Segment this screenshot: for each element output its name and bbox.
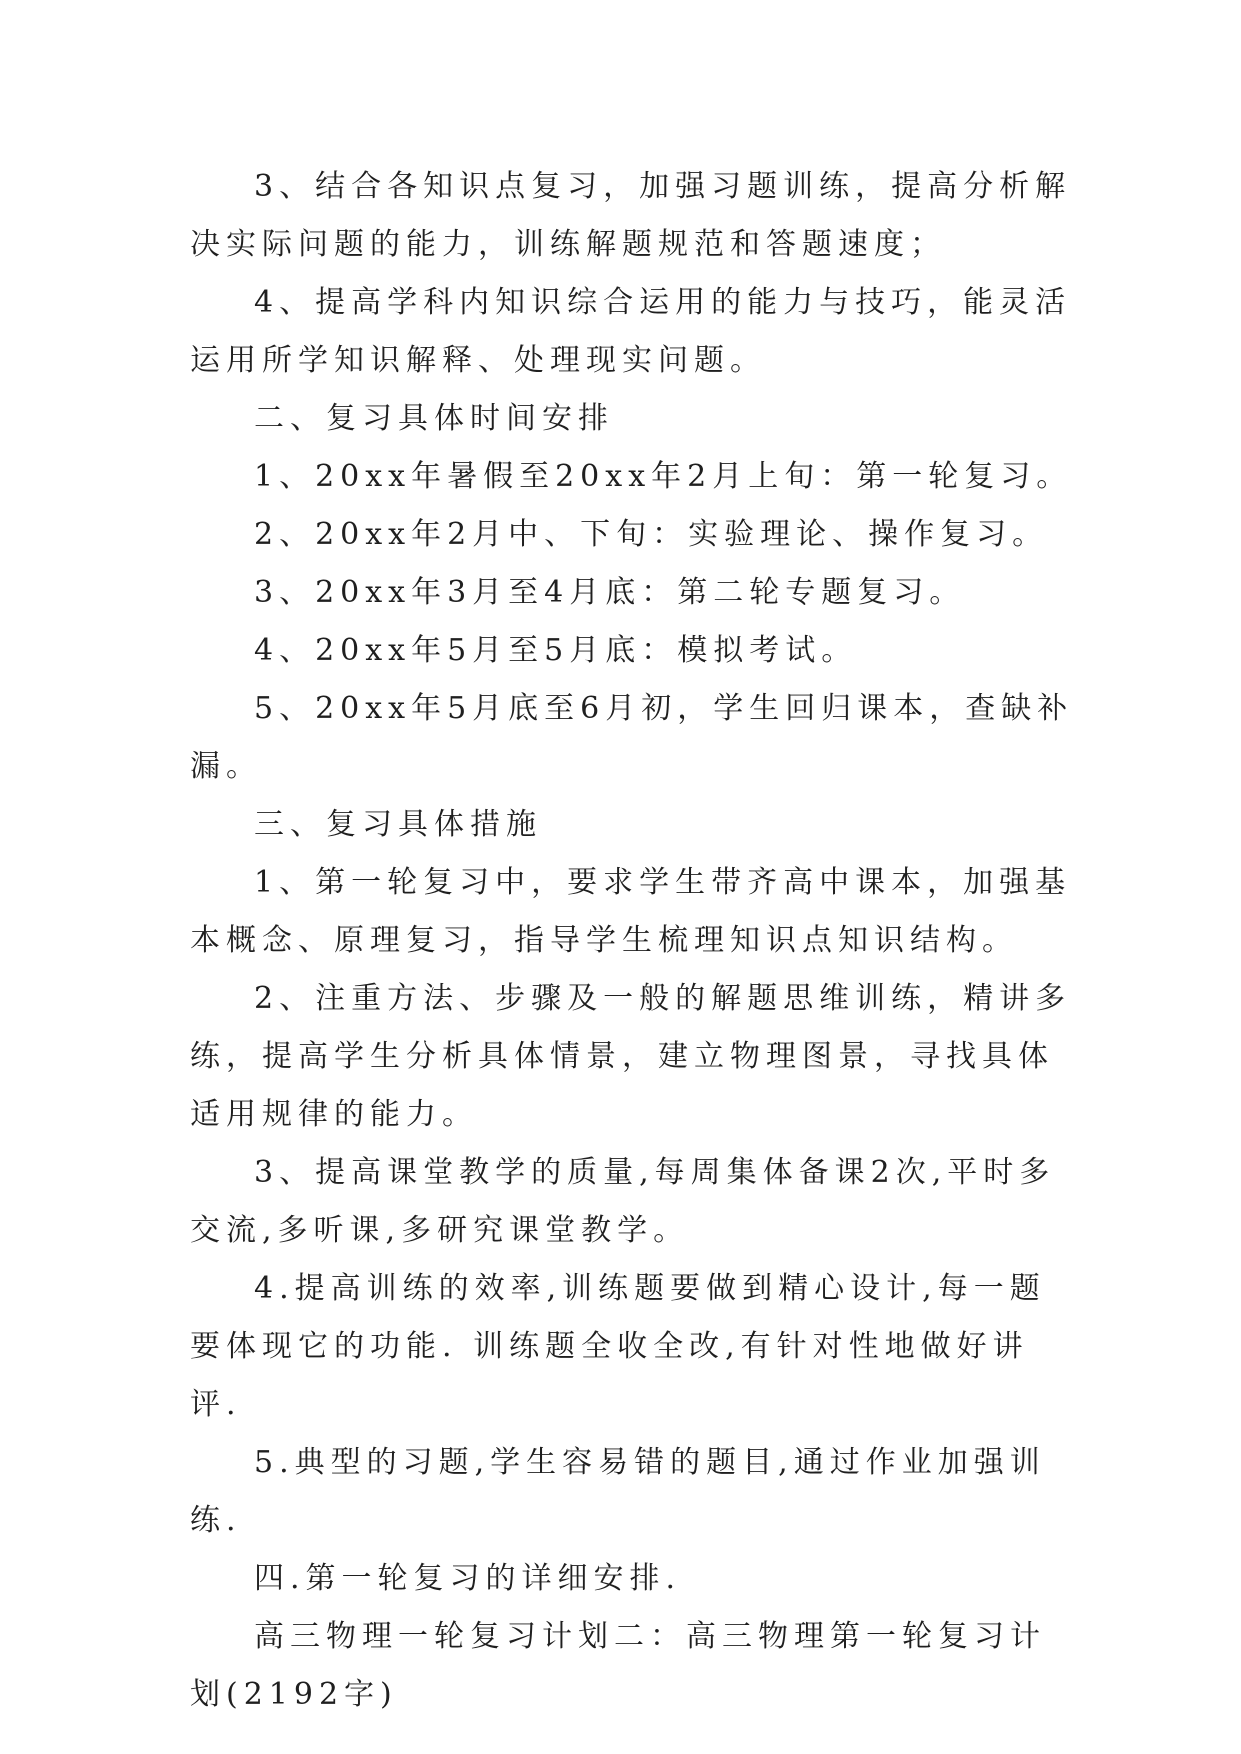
- schedule-item-5: 5、20xx年5月底至6月初，学生回归课本，查缺补漏。: [190, 691, 1074, 784]
- schedule-item-1: 1、20xx年暑假至20xx年2月上旬：第一轮复习。: [254, 459, 1073, 494]
- plan-two-title: 高三物理一轮复习计划二：高三物理第一轮复习计划(2192字): [190, 1619, 1046, 1712]
- measure-item-3: 3、提高课堂教学的质量,每周集体备课2次,平时多交流,多听课,多研究课堂教学。: [190, 1155, 1056, 1248]
- schedule-item-4: 4、20xx年5月至5月底：模拟考试。: [254, 633, 858, 668]
- measure-item-5: 5.典型的习题,学生容易错的题目,通过作业加强训练.: [190, 1445, 1046, 1538]
- measure-item-4: 4.提高训练的效率,训练题要做到精心设计,每一题要体现它的功能. 训练题全收全改,有针对性地做好讲评.: [190, 1271, 1046, 1422]
- schedule-item-2: 2、20xx年2月中、下旬：实验理论、操作复习。: [254, 517, 1049, 552]
- schedule-item-3: 3、20xx年3月至4月底：第二轮专题复习。: [254, 575, 966, 610]
- section-heading-schedule: 二、复习具体时间安排: [254, 401, 614, 436]
- measure-item-1: 1、第一轮复习中，要求学生带齐高中课本，加强基本概念、原理复习，指导学生梳理知识点知识结构。: [190, 865, 1072, 958]
- section-heading-first-round: 四.第一轮复习的详细安排.: [254, 1561, 682, 1596]
- paragraph-4-integration: 4、提高学科内知识综合运用的能力与技巧，能灵活运用所学知识解释、处理现实问题。: [190, 285, 1072, 378]
- paragraph-3-practice: 3、结合各知识点复习，加强习题训练，提高分析解决实际问题的能力，训练解题规范和答题速度；: [190, 169, 1072, 262]
- section-heading-measures: 三、复习具体措施: [254, 807, 542, 842]
- document-body: [190, 158, 1080, 1724]
- measure-item-2: 2、注重方法、步骤及一般的解题思维训练，精讲多练，提高学生分析具体情景，建立物理图景，寻找具体适用规律的能力。: [190, 981, 1072, 1132]
